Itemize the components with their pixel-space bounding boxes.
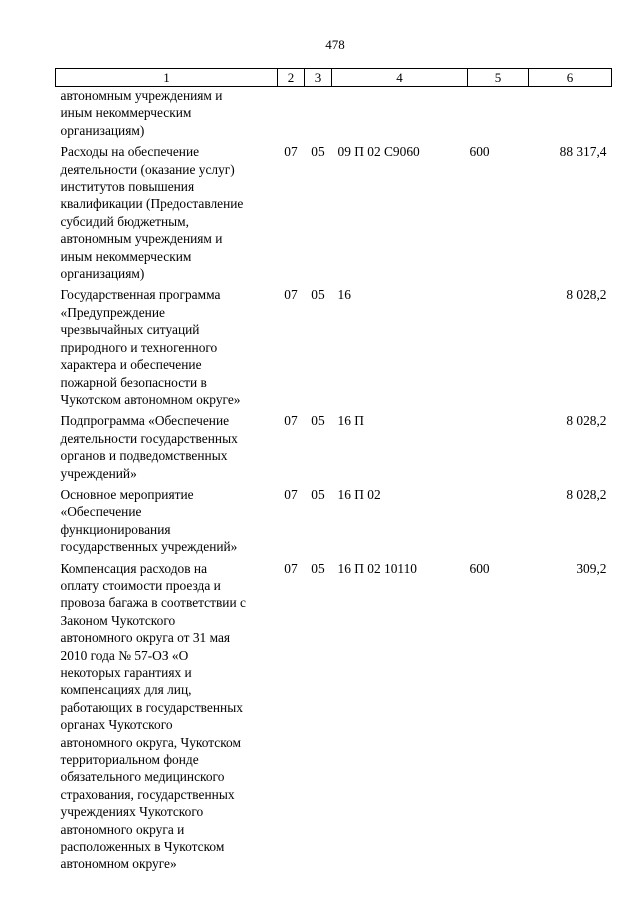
description-line: автономным учреждениям и: [60, 231, 223, 247]
description-line: Подпрограмма «Обеспечение: [60, 413, 230, 429]
row-description: [56, 139, 278, 282]
description-line: Компенсация расходов на: [60, 560, 208, 576]
description-line: автономным учреждениям и: [60, 88, 223, 103]
row-section-code: 07: [284, 560, 298, 576]
description-line: деятельности государственных: [60, 430, 238, 446]
description-line: функционирования: [60, 521, 171, 537]
description-line: автономном округе»: [60, 856, 177, 872]
description-line: обязательного медицинского: [60, 769, 225, 785]
row-target-article: 09 П 02 С9060: [337, 144, 420, 160]
row-description: [56, 482, 278, 556]
header-col-5: 5: [468, 69, 529, 87]
row-expense-type: 600: [469, 144, 490, 160]
row-description: [56, 87, 278, 140]
description-line: субсидий бюджетным,: [60, 213, 190, 229]
description-line: автономного округа от 31 мая: [60, 630, 231, 646]
page-number: 478: [325, 37, 345, 52]
row-description: [56, 556, 278, 873]
description-line: компенсациях для лиц,: [60, 682, 192, 698]
row-subsection-code: 05: [311, 486, 325, 502]
description-line: «Предупреждение: [60, 304, 165, 320]
table-body: [56, 87, 612, 873]
description-line: квалификации (Предоставление: [60, 196, 244, 212]
header-col-2: 2: [278, 69, 305, 87]
row-expense-type: [468, 482, 529, 556]
description-line: Чукотском автономном округе»: [60, 391, 241, 407]
row-description: [56, 408, 278, 482]
description-line: учреждениях Чукотского: [60, 804, 204, 820]
row-target-article: 16 П 02 10110: [337, 560, 417, 576]
row-target-article: 16: [337, 287, 351, 303]
description-line: «Обеспечение: [60, 504, 142, 520]
row-amount: 309,2: [576, 560, 607, 576]
row-subsection-code: 05: [311, 560, 325, 576]
description-line: учреждений»: [60, 465, 137, 481]
row-amount: 8 028,2: [566, 287, 607, 303]
header-col-4: 4: [332, 69, 468, 87]
description-line: страхования, государственных: [60, 786, 235, 802]
description-line: государственных учреждений»: [60, 539, 238, 555]
row-amount: [529, 87, 612, 140]
table-row: [56, 282, 612, 408]
table-row: [56, 482, 612, 556]
description-line: Государственная программа: [60, 287, 221, 303]
row-target-article: 16 П: [337, 413, 364, 429]
description-line: чрезвычайных ситуаций: [60, 322, 200, 338]
table-row: [56, 556, 612, 873]
description-line: деятельности (оказание услуг): [60, 161, 235, 177]
row-section-code: 07: [284, 413, 298, 429]
table-row: [56, 139, 612, 282]
row-subsection-code: [305, 87, 332, 140]
row-section-code: 07: [284, 144, 298, 160]
description-line: оплату стоимости проезда и: [60, 577, 221, 593]
table-row: [56, 408, 612, 482]
header-col-1: 1: [56, 69, 278, 87]
description-line: организациям): [60, 122, 145, 138]
description-line: органов и подведомственных: [60, 448, 228, 464]
row-expense-type: 600: [469, 560, 490, 576]
header-col-6: 6: [529, 69, 612, 87]
description-line: характера и обеспечение: [60, 357, 202, 373]
description-line: иным некоммерческим: [60, 248, 192, 264]
description-line: природного и техногенного: [60, 339, 218, 355]
description-line: расположенных в Чукотском: [60, 839, 225, 855]
description-line: органах Чукотского: [60, 717, 173, 733]
row-section-code: 07: [284, 486, 298, 502]
budget-table: [55, 68, 612, 873]
row-amount: 8 028,2: [566, 486, 607, 502]
row-amount: 88 317,4: [559, 144, 607, 160]
row-expense-type: [468, 408, 529, 482]
table-header-row: [56, 69, 612, 87]
table-row: [56, 87, 612, 140]
description-line: Законом Чукотского: [60, 612, 176, 628]
description-line: пожарной безопасности в: [60, 374, 207, 390]
description-line: провоза багажа в соответствии с: [60, 595, 246, 611]
row-subsection-code: 05: [311, 413, 325, 429]
description-line: 2010 года № 57-ОЗ «О: [60, 647, 189, 663]
description-line: территориальном фонде: [60, 752, 199, 768]
description-line: Основное мероприятие: [60, 486, 194, 502]
row-target-article: 16 П 02: [337, 486, 381, 502]
description-line: Расходы на обеспечение: [60, 144, 200, 160]
row-section-code: 07: [284, 287, 298, 303]
row-subsection-code: 05: [311, 144, 325, 160]
row-expense-type: [468, 87, 529, 140]
description-line: автономного округа, Чукотском: [60, 734, 241, 750]
row-target-article: [332, 87, 468, 140]
row-expense-type: [468, 282, 529, 408]
row-amount: 8 028,2: [566, 413, 607, 429]
row-subsection-code: 05: [311, 287, 325, 303]
description-line: некоторых гарантиях и: [60, 665, 192, 680]
header-col-3: 3: [305, 69, 332, 87]
description-line: автономного округа и: [60, 821, 185, 837]
description-line: институтов повышения: [60, 179, 195, 195]
row-section-code: [278, 87, 305, 140]
description-line: организациям): [60, 266, 145, 282]
description-line: иным некоммерческим: [60, 105, 192, 121]
description-line: работающих в государственных: [60, 699, 243, 715]
row-description: [56, 282, 278, 408]
